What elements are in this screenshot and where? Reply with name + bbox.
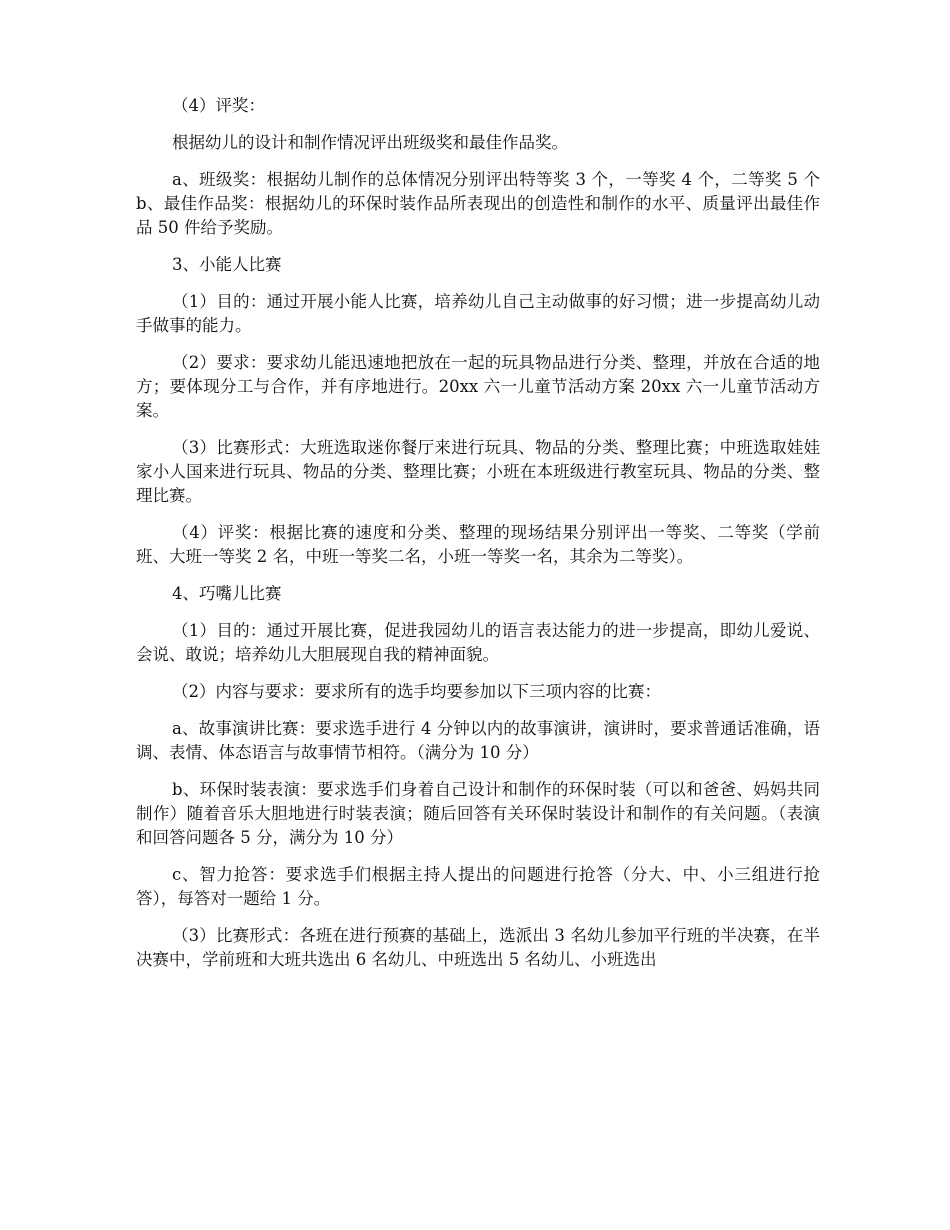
paragraph-award-heading: （4）评奖： [172, 96, 265, 115]
paragraph-section-3-awards: （4）评奖：根据比赛的速度和分类、整理的现场结果分别评出一等奖、二等奖（学前班、大班一等奖 2 名，中班一等奖二名，小班一等奖一名，其余为二等奖）。 [136, 523, 820, 566]
paragraph-section-4-goal: （1）目的：通过开展比赛，促进我园幼儿的语言表达能力的进一步提高，即幼儿爱说、会说、敢说；培养幼儿大胆展现自我的精神面貌。 [136, 621, 820, 664]
paragraph-section-4-format: （3）比赛形式：各班在进行预赛的基础上，选派出 3 名幼儿参加平行班的半决赛，在半决赛中，学前班和大班共选出 6 名幼儿、中班选出 5 名幼儿、小班选出 [136, 926, 820, 969]
paragraph-section-3-requirements: （2）要求：要求幼儿能迅速地把放在一起的玩具物品进行分类、整理，并放在合适的地方；要体现分工与合作，并有序地进行。20xx 六一儿童节活动方案 20xx 六一儿童节活动方案。 [136, 353, 820, 420]
paragraph-section-3-title: 3、小能人比赛 [172, 255, 282, 274]
paragraph-section-4-content: （2）内容与要求：要求所有的选手均要参加以下三项内容的比赛： [172, 682, 661, 701]
paragraph-award-intro: 根据幼儿的设计和制作情况评出班级奖和最佳作品奖。 [172, 133, 568, 152]
paragraph-story-contest: a、故事演讲比赛：要求选手进行 4 分钟以内的故事演讲，演讲时，要求普通话准确，语调、表情、体态语言与故事情节相符。（满分为 10 分） [136, 719, 820, 762]
paragraph-fashion-show: b、环保时装表演：要求选手们身着自己设计和制作的环保时装（可以和爸爸、妈妈共同制作）随着音乐大胆地进行时装表演；随后回答有关环保时装设计和制作的有关问题。（表演和回答问题各 5 分，满分为 10 分） [136, 780, 820, 847]
paragraph-class-award: a、班级奖：根据幼儿制作的总体情况分别评出特等奖 3 个，一等奖 4 个，二等奖 5 个 b、最佳作品奖：根据幼儿的环保时装作品所表现出的创造性和制作的水平、质量评出最佳作品 50 件给予奖励。 [136, 170, 820, 237]
paragraph-section-3-format: （3）比赛形式：大班选取迷你餐厅来进行玩具、物品的分类、整理比赛；中班选取娃娃家小人国来进行玩具、物品的分类、整理比赛；小班在本班级进行教室玩具、物品的分类、整理比赛。 [136, 438, 820, 505]
paragraph-quiz: c、智力抢答：要求选手们根据主持人提出的问题进行抢答（分大、中、小三组进行抢答），每答对一题给 1 分。 [136, 865, 820, 908]
paragraph-section-4-title: 4、巧嘴儿比赛 [172, 584, 282, 603]
paragraph-section-3-goal: （1）目的：通过开展小能人比赛，培养幼儿自己主动做事的好习惯；进一步提高幼儿动手做事的能力。 [136, 292, 820, 335]
